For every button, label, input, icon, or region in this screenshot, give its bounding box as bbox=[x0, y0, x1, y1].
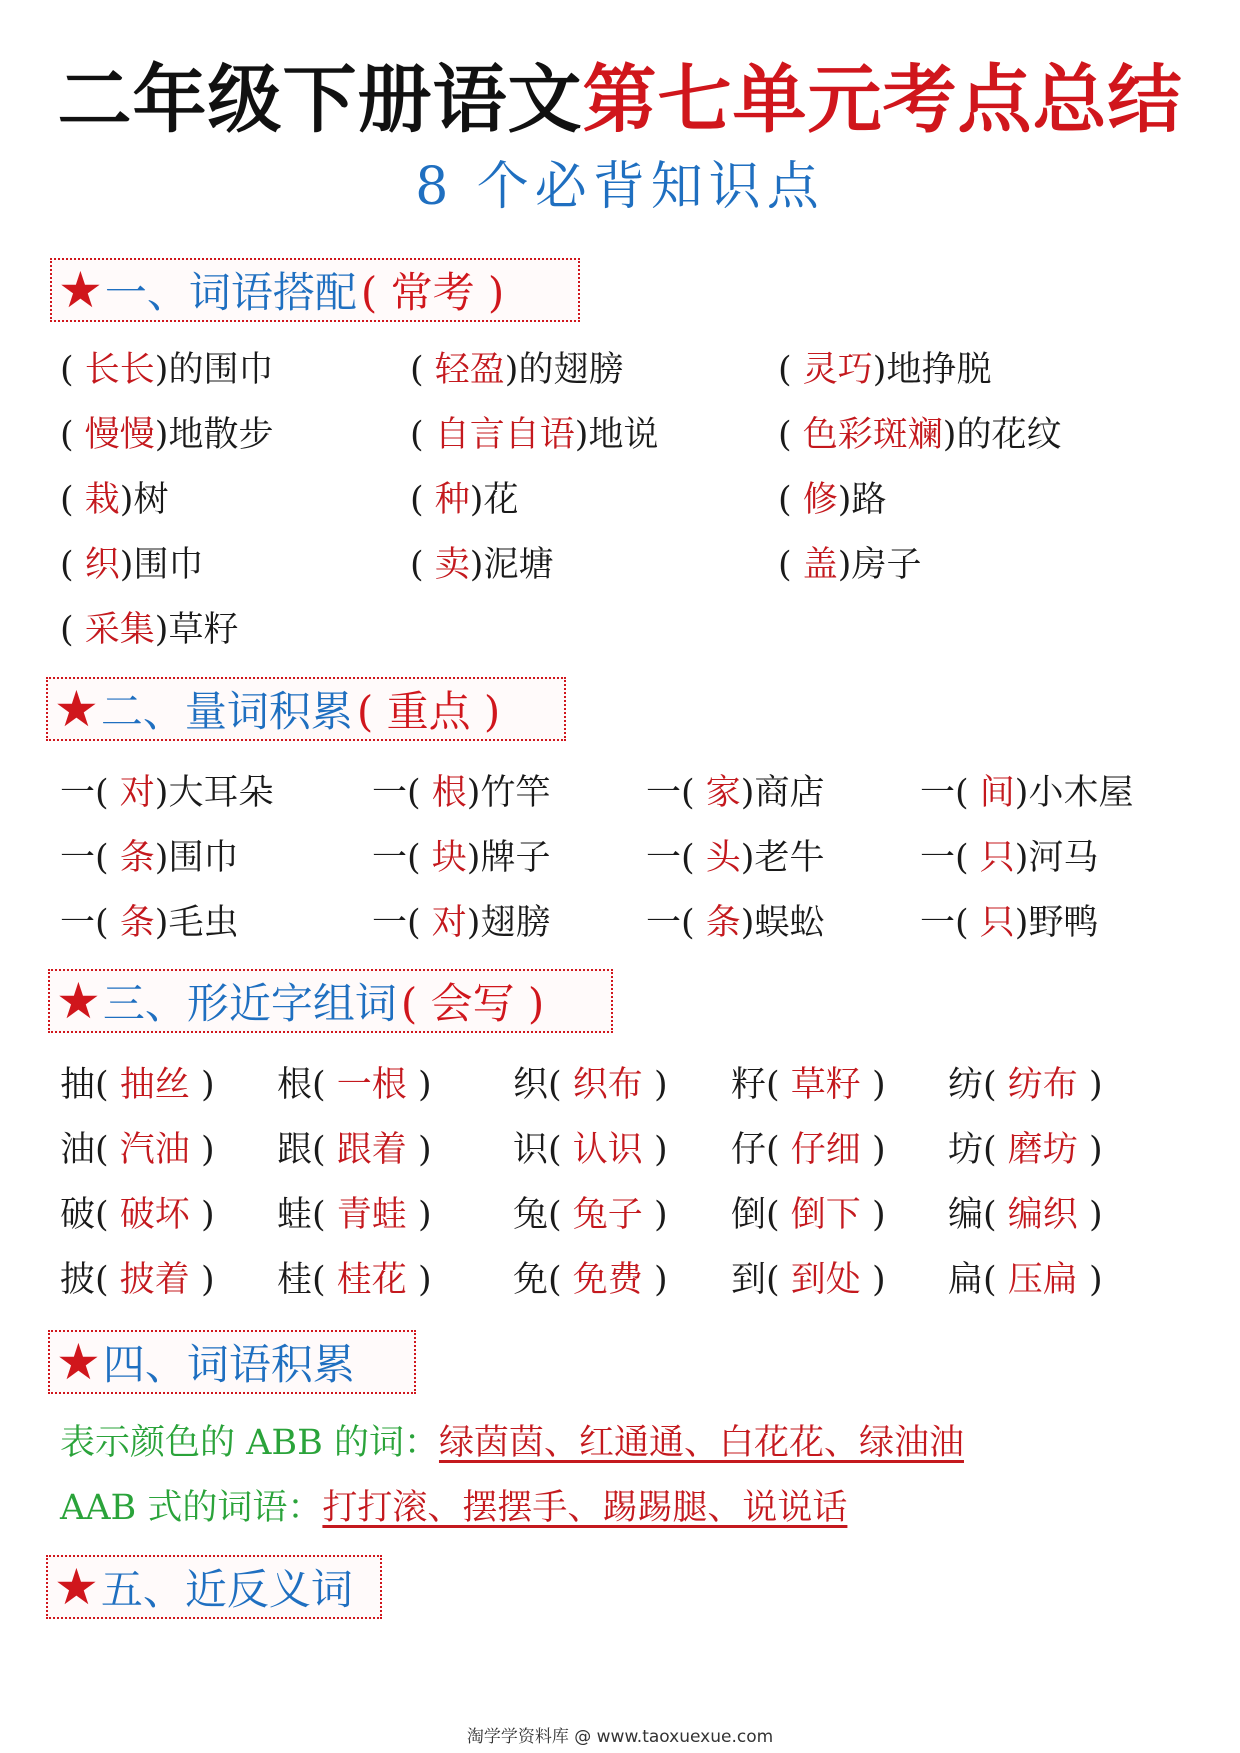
section-header-2 bbox=[46, 677, 566, 741]
measure-item: 一( 只)河马 bbox=[920, 838, 1099, 878]
section-title: 四、词语积累 bbox=[102, 1340, 355, 1389]
measure-row bbox=[0, 893, 1240, 953]
similar-row bbox=[0, 1120, 1240, 1180]
measure-item: 一( 根)竹竿 bbox=[372, 773, 551, 813]
similar-item: 倒( 倒下 ) bbox=[731, 1195, 886, 1235]
measure-item: 一( 对)大耳朵 bbox=[60, 773, 274, 813]
similar-item: 桂( 桂花 ) bbox=[277, 1260, 432, 1300]
similar-row bbox=[0, 1055, 1240, 1115]
measure-item: 一( 家)商店 bbox=[646, 773, 825, 813]
section-header-5 bbox=[46, 1555, 382, 1619]
similar-item: 纺( 纺布 ) bbox=[948, 1065, 1103, 1105]
similar-item: 兔( 兔子 ) bbox=[513, 1195, 668, 1235]
collocation-item: ( 织)围巾 bbox=[60, 545, 204, 585]
similar-item: 根( 一根 ) bbox=[277, 1065, 432, 1105]
page-subtitle: 8 个必背知识点 bbox=[415, 157, 825, 217]
accumulation-label: AAB 式的词语： bbox=[60, 1488, 323, 1528]
measure-item: 一( 只)野鸭 bbox=[920, 903, 1099, 943]
collocation-row bbox=[0, 600, 1240, 660]
similar-item: 油( 汽油 ) bbox=[60, 1130, 215, 1170]
section-header-3 bbox=[48, 969, 613, 1033]
section-title: 三、形近字组词 bbox=[102, 979, 397, 1028]
footer-watermark: 淘学学资料库 @ www.taoxuexue.com bbox=[466, 1727, 774, 1747]
section-tag: ( 重点 ) bbox=[356, 687, 501, 736]
collocation-row bbox=[0, 340, 1240, 400]
similar-item: 跟( 跟着 ) bbox=[277, 1130, 432, 1170]
similar-item: 坊( 磨坊 ) bbox=[948, 1130, 1103, 1170]
page-title bbox=[0, 52, 1240, 148]
similar-item: 到( 到处 ) bbox=[731, 1260, 886, 1300]
section-title: 二、量词积累 bbox=[100, 687, 353, 736]
accumulation-line bbox=[60, 1478, 847, 1538]
section-tag: ( 会写 ) bbox=[400, 979, 545, 1028]
similar-item: 仔( 仔细 ) bbox=[731, 1130, 886, 1170]
collocation-item: ( 慢慢)地散步 bbox=[60, 415, 274, 455]
measure-item: 一( 块)牌子 bbox=[372, 838, 551, 878]
similar-item: 抽( 抽丝 ) bbox=[60, 1065, 215, 1105]
star-icon: ★ bbox=[54, 1558, 99, 1616]
similar-item: 披( 披着 ) bbox=[60, 1260, 215, 1300]
similar-row bbox=[0, 1250, 1240, 1310]
collocation-item: ( 采集)草籽 bbox=[60, 610, 239, 650]
collocation-item: ( 轻盈)的翅膀 bbox=[410, 350, 624, 390]
star-icon: ★ bbox=[54, 680, 99, 738]
similar-item: 扁( 压扁 ) bbox=[948, 1260, 1103, 1300]
section-header-4 bbox=[48, 1330, 416, 1394]
accumulation-words: 绿茵茵、红通通、白花花、绿油油 bbox=[438, 1423, 964, 1463]
similar-item: 免( 免费 ) bbox=[513, 1260, 668, 1300]
similar-item: 编( 编织 ) bbox=[948, 1195, 1103, 1235]
collocation-row bbox=[0, 470, 1240, 530]
collocation-item: ( 长长)的围巾 bbox=[60, 350, 274, 390]
collocation-item: ( 修)路 bbox=[778, 480, 887, 520]
similar-item: 织( 织布 ) bbox=[513, 1065, 668, 1105]
measure-item: 一( 条)毛虫 bbox=[60, 903, 239, 943]
measure-row bbox=[0, 763, 1240, 823]
title-part-black: 二年级下册语文 bbox=[57, 57, 583, 143]
measure-item: 一( 条)蜈蚣 bbox=[646, 903, 825, 943]
collocation-item: ( 色彩斑斓)的花纹 bbox=[778, 415, 1062, 455]
star-icon: ★ bbox=[56, 972, 101, 1030]
star-icon: ★ bbox=[56, 1333, 101, 1391]
title-part-red: 第七单元考点总结 bbox=[582, 57, 1183, 143]
similar-item: 破( 破坏 ) bbox=[60, 1195, 215, 1235]
collocation-item: ( 卖)泥塘 bbox=[410, 545, 554, 585]
collocation-row bbox=[0, 405, 1240, 465]
similar-item: 蛙( 青蛙 ) bbox=[277, 1195, 432, 1235]
star-icon: ★ bbox=[58, 261, 103, 319]
collocation-item: ( 种)花 bbox=[410, 480, 519, 520]
collocation-item: ( 盖)房子 bbox=[778, 545, 922, 585]
section-tag: ( 常考 ) bbox=[360, 268, 505, 317]
accumulation-words: 打打滚、摆摆手、踢踢腿、说说话 bbox=[322, 1488, 848, 1528]
collocation-item: ( 灵巧)地挣脱 bbox=[778, 350, 992, 390]
collocation-item: ( 栽)树 bbox=[60, 480, 169, 520]
measure-item: 一( 头)老牛 bbox=[646, 838, 825, 878]
measure-row bbox=[0, 828, 1240, 888]
similar-item: 籽( 草籽 ) bbox=[731, 1065, 886, 1105]
collocation-row bbox=[0, 535, 1240, 595]
section-title: 一、词语搭配 bbox=[104, 268, 357, 317]
similar-row bbox=[0, 1185, 1240, 1245]
section-header-1 bbox=[50, 258, 580, 322]
measure-item: 一( 间)小木屋 bbox=[920, 773, 1134, 813]
similar-item: 识( 认识 ) bbox=[513, 1130, 668, 1170]
collocation-item: ( 自言自语)地说 bbox=[410, 415, 659, 455]
measure-item: 一( 对)翅膀 bbox=[372, 903, 551, 943]
accumulation-label: 表示颜色的 ABB 的词： bbox=[60, 1423, 439, 1463]
section-title: 五、近反义词 bbox=[100, 1565, 353, 1614]
measure-item: 一( 条)围巾 bbox=[60, 838, 239, 878]
accumulation-line bbox=[60, 1413, 964, 1473]
